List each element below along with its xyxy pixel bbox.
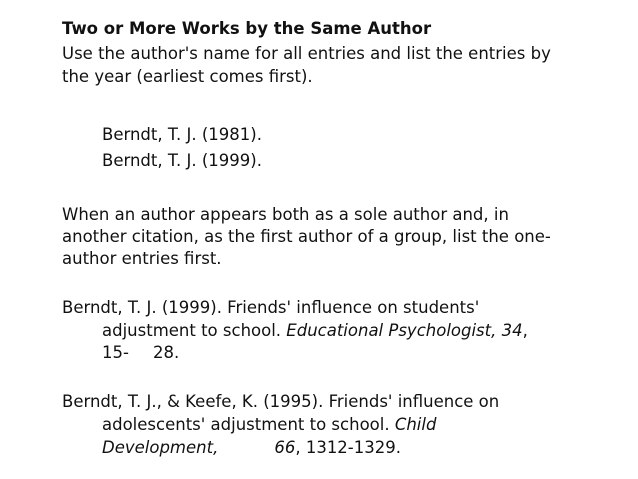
section-heading: Two or More Works by the Same Author — [62, 19, 432, 38]
rule-line-3: author entries first. — [62, 249, 222, 268]
reference-1-line-3 — [102, 342, 179, 364]
reference-1-pages-end: 28. — [152, 343, 180, 362]
rule-line-1: When an author appears both as a sole author and, in — [62, 205, 509, 224]
reference-2-line-2 — [102, 414, 436, 436]
reference-1-pages-start: 15- — [102, 343, 129, 362]
example-entry-1: Berndt, T. J. (1981). — [102, 125, 262, 144]
reference-2-journal: Child — [394, 415, 437, 434]
rule-line-2: another citation, as the first author of a group, list the one- — [62, 227, 551, 246]
reference-1-text: adjustment to school. — [102, 321, 287, 340]
example-entry-2: Berndt, T. J. (1999). — [102, 151, 262, 170]
reference-1-comma: , — [522, 321, 528, 340]
intro-line-1: Use the author's name for all entries and list the entries by — [62, 44, 551, 63]
intro-line-2: the year (earliest comes first). — [62, 67, 313, 86]
reference-1-line-2 — [102, 320, 528, 342]
reference-1-line-1: Berndt, T. J. (1999). Friends' influence on students' — [62, 298, 480, 317]
reference-2-line-3 — [102, 437, 401, 459]
reference-2-text: adolescents' adjustment to school. — [102, 415, 395, 434]
reference-1-journal: Educational Psychologist, 34 — [286, 321, 523, 340]
reference-2-line-1: Berndt, T. J., & Keefe, K. (1995). Friends' influence on — [62, 392, 500, 411]
reference-2-volume: 66 — [274, 438, 296, 457]
reference-2-journal-cont: Development, — [102, 438, 219, 457]
reference-2-pages: , 1312-1329. — [295, 438, 401, 457]
